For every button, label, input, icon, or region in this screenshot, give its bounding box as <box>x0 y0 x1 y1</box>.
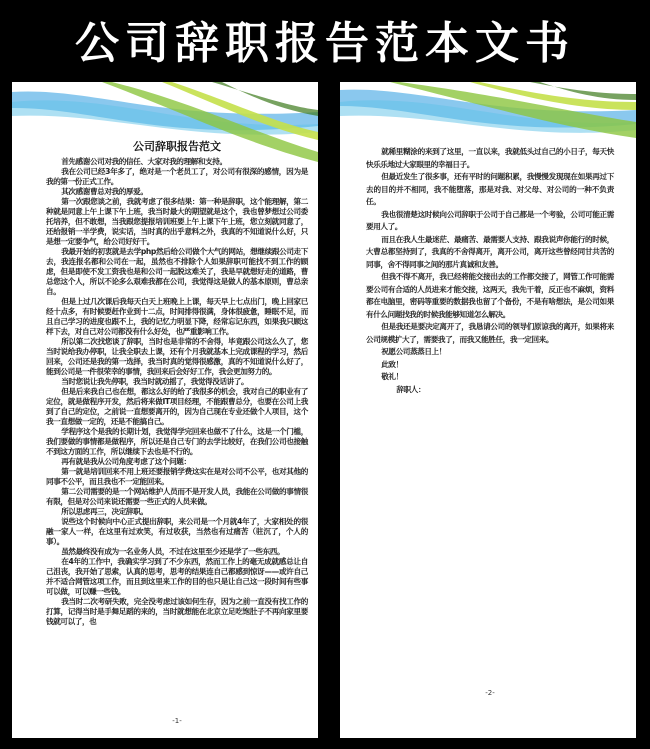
paragraph: 我最开始的初衷就是去学php然后给公司做个大气的网站，想继续跟公司走下去，我连报名都和公司在一起，虽然也不排除个人如果辞职可能找不到工作的顾虑，但是即使不发工资我也是和公司一起脱这难关了，我是早就想好走的道路，曹总您这个人，所以不论多么艰难我都在公司，我觉得这是做人的基本原则，曹总亲自。 <box>46 247 308 296</box>
paragraph: 第一就是培训回来不用上班还要报销学费这实在是对公司不公平，也对其他的同事不公平，而且我也不一定能回来。 <box>46 467 308 486</box>
paragraph: 在4年的工作中，我确实学习到了不少东西，然而工作上的毫无成就感总让自己沮丧，我开始了思索，认真的思考，思考的结果连自己都感到惊讶——或许自己并不适合网管这项工作，而且到这里来工作的目的也只是让自己这一段时间有些事可以做，可以赚一些钱。 <box>46 557 308 596</box>
document-page-1 <box>12 82 318 738</box>
paragraph: 我也很清楚这时候向公司辞职于公司于自己都是一个考验，公司可能正需要用人了。 <box>366 209 614 231</box>
banner-title: 公司辞职报告范本文书 <box>75 18 575 69</box>
document-title: 公司辞职报告范文 <box>133 140 221 153</box>
paragraph: 第二公司需要的是一个网站维护人员而不是开发人员，我能在公司做的事情很有限，但是对公司来说还需要一些正式的人员来做。 <box>46 487 308 506</box>
closing-wish: 祝愿公司蒸蒸日上！ <box>381 347 446 356</box>
closing-regards: 敬礼！ <box>381 372 403 381</box>
paragraph: 学程序这个是我的长期计划，我觉得学完回来也做不了什么，这是一个门槛，我们要做的事情都是做程序，所以还是自己专门的去学比较好，在我们公司也接触不到这方面的工作，所以继续下去也是不行的。 <box>46 427 308 456</box>
paragraph: 就稀里糊涂的来到了这里，一直以来，我就低头过自己的小日子，每天快快乐乐地过大家眼里的幸福日子。 <box>366 147 614 169</box>
paragraph: 所以第二次找您谈了辞职，当时也是非常的不舍得，毕竟跟公司这么久了，您当时说给我办停职，让我全职去上课，还有个月我就基本上完成课程的学习，然后回来，公司还是我的第一选择，我当时真的觉得很感激，真的不知道说什么好了，能到公司是一件很荣幸的事情，我回来后会好好工作，我会更加努力的。 <box>46 337 308 376</box>
paragraph: 我当时二次考研失败，完全没考虑过该如何生存，因为之前一直没有找工作的打算，记得当时是手舞足蹈的来的，当时就想能在北京立足吃饱肚子不再向家里要钱就可以了，也 <box>46 597 308 626</box>
paragraph: 但我不得不离开，我已经将能交接出去的工作都交接了，网管工作可能需要公司有合适的人员进来才能交接，这两天，我先干着，反正也不麻烦，资料都在电脑里，密码等重要的数据我也留了个备份，不是有啥想法，是公司如果有什么问题找我的时候我能够知道怎么解决。 <box>366 272 614 319</box>
page-number: -1- <box>172 717 182 725</box>
paragraph: 但是后来我自己也在想，都这么好的给了我很多的机会，我对自己的职业有了定位，就是做程序开发，然后将来做IT项目经理，不能跟曹总分，也要在公司上我到了自己的定位，之前说一直想要离开的，因为自己现在专业还做个人项目，这个我一直想做一定的，还是不能搞自己。 <box>46 387 308 426</box>
paragraph: 虽然最终没有成为一名业务人员，不过在这里至少还是学了一些东西。 <box>61 547 285 556</box>
paragraph: 我在公司已经3年多了，绝对是一个老员工了，对公司有很深的感情，因为是我的第一份正式工作。 <box>46 167 308 186</box>
paragraph: 但最近发生了很多事，还有平时的问题积累，我慢慢发现现在如果再过下去的目的并不相同，我不能堕落，那是对我、对父母、对公司的一种不负责任。 <box>366 172 614 206</box>
page-2-content <box>366 146 614 396</box>
paragraph: 但是我还是要决定离开了，我恳请公司的领导们原谅我的离开，如果将来公司规模扩大了，需要我了，而我又能胜任，我一定回来。 <box>366 322 614 344</box>
paragraph: 其次感谢曹总对我的厚爱。 <box>61 187 148 196</box>
paragraph: 第一次跟您谈之前，我就考虑了很多结果：第一种是辞职，这个能理解，第二种就是同意上午上课下午上班，我当时最大的期望就是这个，我也曾梦想过公司委托培养，但不敢想，当我跟您提报培训班要上午上课下午上班，您立刻就同意了，还给报销一半学费，说实话，当时真的出乎意料之外，我真的不知道说什么好，只是想一定要争气，给公司好好干。 <box>46 197 308 246</box>
paragraph: 所以思虑再三，决定辞职。 <box>61 507 148 516</box>
signature-line: 辞职人： <box>396 384 426 394</box>
closing-salutation: 此致！ <box>381 359 403 369</box>
page-number: -2- <box>485 689 495 697</box>
paragraph: 但是上过几次课后我每天白天上班晚上上课，每天早上七点出门，晚上回家已经十点多，有时候要赶作业到十二点，时间排得很满，身体很疲惫，睡眠不足，而且自己学习的进度也跟不上，我的记忆力明显下降，经常忘记东西，如果我只顾这样下去，对自己对公司都没有什么好处，也严重影响工作。 <box>46 297 308 336</box>
document-page-2 <box>340 82 636 738</box>
page-1-content <box>46 140 308 627</box>
paragraph: 首先感谢公司对我的信任、大家对我的理解和支持。 <box>61 157 227 166</box>
paragraph: 说些这个时候向中心正式提出辞职，来公司是一个月就4年了，大家相处的很融一家人一样，在这里有过欢笑，有过收获，当然也有过痛苦（驻沉了，个人的事）。 <box>46 517 308 546</box>
paragraph: 再有就是我从公司角度考虑了这个问题： <box>61 457 191 466</box>
paragraph: 当时您说让我先停职，我当时就动摇了，我觉得没话讲了。 <box>61 377 249 386</box>
paragraph: 而且在我人生最迷茫、最痛苦、最需要人支持、跟我说声你能行的时候，大曹总都坚持到了，我真的不舍得离开，离开公司，离开这些曾经同甘共苦的同事，舍不得同事之间的那片真诚和友善。 <box>366 234 614 269</box>
